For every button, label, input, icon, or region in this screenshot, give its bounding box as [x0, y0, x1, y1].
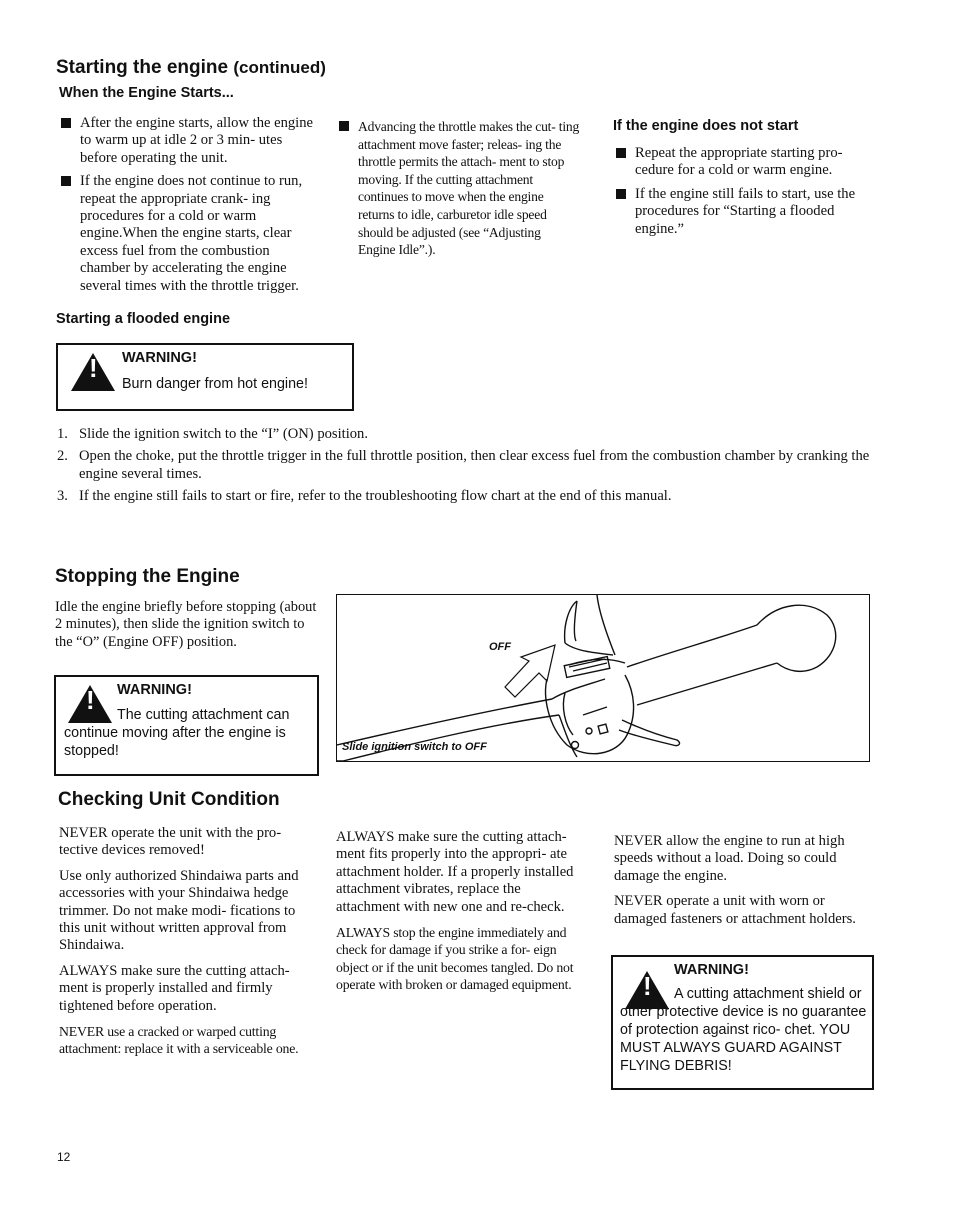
stopping-text: Idle the engine briefly before stopping (about 2 minutes), then slide the ignition switch to the “O” (Engine OFF) position.	[55, 599, 317, 650]
warning-box-stopping	[54, 675, 319, 776]
warning-title: WARNING!	[674, 962, 749, 978]
section-title-stopping: Stopping the Engine	[55, 566, 240, 587]
list-item: 1. Slide the ignition switch to the “I” (ON) position.	[57, 426, 368, 442]
section-title-starting: Starting the engine (continued)	[56, 57, 326, 78]
page-number: 12	[57, 1150, 71, 1164]
section-title-checking: Checking Unit Condition	[58, 789, 280, 810]
subheading-flooded: Starting a flooded engine	[56, 311, 231, 327]
list-item: If the engine still fails to start, use the procedures for “Starting a flooded engine.”	[613, 186, 873, 238]
paragraph: NEVER operate the unit with the pro- tective devices removed!	[59, 825, 282, 859]
warning-title: WARNING!	[117, 682, 192, 698]
flooded-steps	[57, 426, 872, 511]
list-item: 2. Open the choke, put the throttle trigger in the full throttle position, then clear excess fuel from the combustion chamber by cranking the engine several times.	[57, 448, 870, 482]
warning-box-debris	[611, 955, 874, 1090]
subheading-when-starts: When the Engine Starts...	[59, 85, 234, 101]
column-1-bullets	[58, 115, 320, 301]
checking-column-1	[59, 825, 309, 1066]
paragraph: ALWAYS make sure the cutting attach- ment fits properly into the appropri- ate attachment holder. If a properly installed attachment vibrates, replace the attachment with new one and re-check.	[336, 829, 574, 915]
warning-text: A cutting attachment shield or other protective device is no guarantee of protection against rico- chet. YOU MUST ALWAYS GUARD AGAINST FLYING DEBRIS!	[620, 986, 867, 1074]
off-label: OFF	[489, 641, 511, 653]
list-item: Repeat the appropriate starting pro- cedure for a cold or warm engine.	[613, 145, 873, 180]
list-item: After the engine starts, allow the engine to warm up at idle 2 or 3 min- utes before operating the unit.	[58, 115, 320, 167]
paragraph: NEVER operate a unit with worn or damaged fasteners or attachment holders.	[614, 893, 856, 927]
paragraph: NEVER use a cracked or warped cutting attachment: replace it with a serviceable one.	[59, 1024, 299, 1057]
subheading-not-start: If the engine does not start	[613, 118, 799, 134]
paragraph: NEVER allow the engine to run at high speeds without a load. Doing so could damage the engine.	[614, 833, 845, 884]
ignition-switch-figure	[336, 594, 870, 762]
figure-caption: Slide ignition switch to OFF	[342, 741, 487, 753]
paragraph: Use only authorized Shindaiwa parts and accessories with your Shindaiwa hedge trimmer. Do not make modi- fications to this unit without written approval from Shindaiwa.	[59, 867, 299, 954]
list-item: If the engine does not continue to run, repeat the appropriate crank- ing procedures for a cold or warm engine.When the engine starts, clear excess fuel from the combustion chamber by accelerating the engine several times with the throttle trigger.	[58, 173, 320, 295]
checking-column-3	[614, 833, 870, 936]
column-2-bullets	[336, 118, 580, 265]
paragraph: ALWAYS make sure the cutting attach- ment is properly installed and firmly tightened before operation.	[59, 962, 290, 1014]
checking-column-2	[336, 829, 588, 1002]
handle-illustration	[337, 595, 869, 761]
column-3-bullets	[613, 145, 873, 244]
warning-triangle-icon	[71, 353, 115, 391]
warning-text: The cutting attachment can continue moving after the engine is stopped!	[64, 707, 290, 759]
paragraph: ALWAYS stop the engine immediately and check for damage if you strike a for- eign object or if the unit becomes tangled. Do not operate with broken or damaged equipment.	[336, 925, 574, 993]
warning-box-burn	[56, 343, 354, 411]
list-item: 3. If the engine still fails to start or fire, refer to the troubleshooting flow chart at the end of this manual.	[57, 488, 672, 505]
list-item: Advancing the throttle makes the cut- ting attachment move faster; releas- ing the throttle permits the attach- ment to stop moving. If the cutting attachment continues to move when the engine returns to idle, carburetor idle speed should be adjusted (see “Adjusting Engine Idle”.).	[336, 118, 580, 259]
warning-text: Burn danger from hot engine!	[122, 376, 308, 392]
warning-title: WARNING!	[122, 350, 197, 366]
